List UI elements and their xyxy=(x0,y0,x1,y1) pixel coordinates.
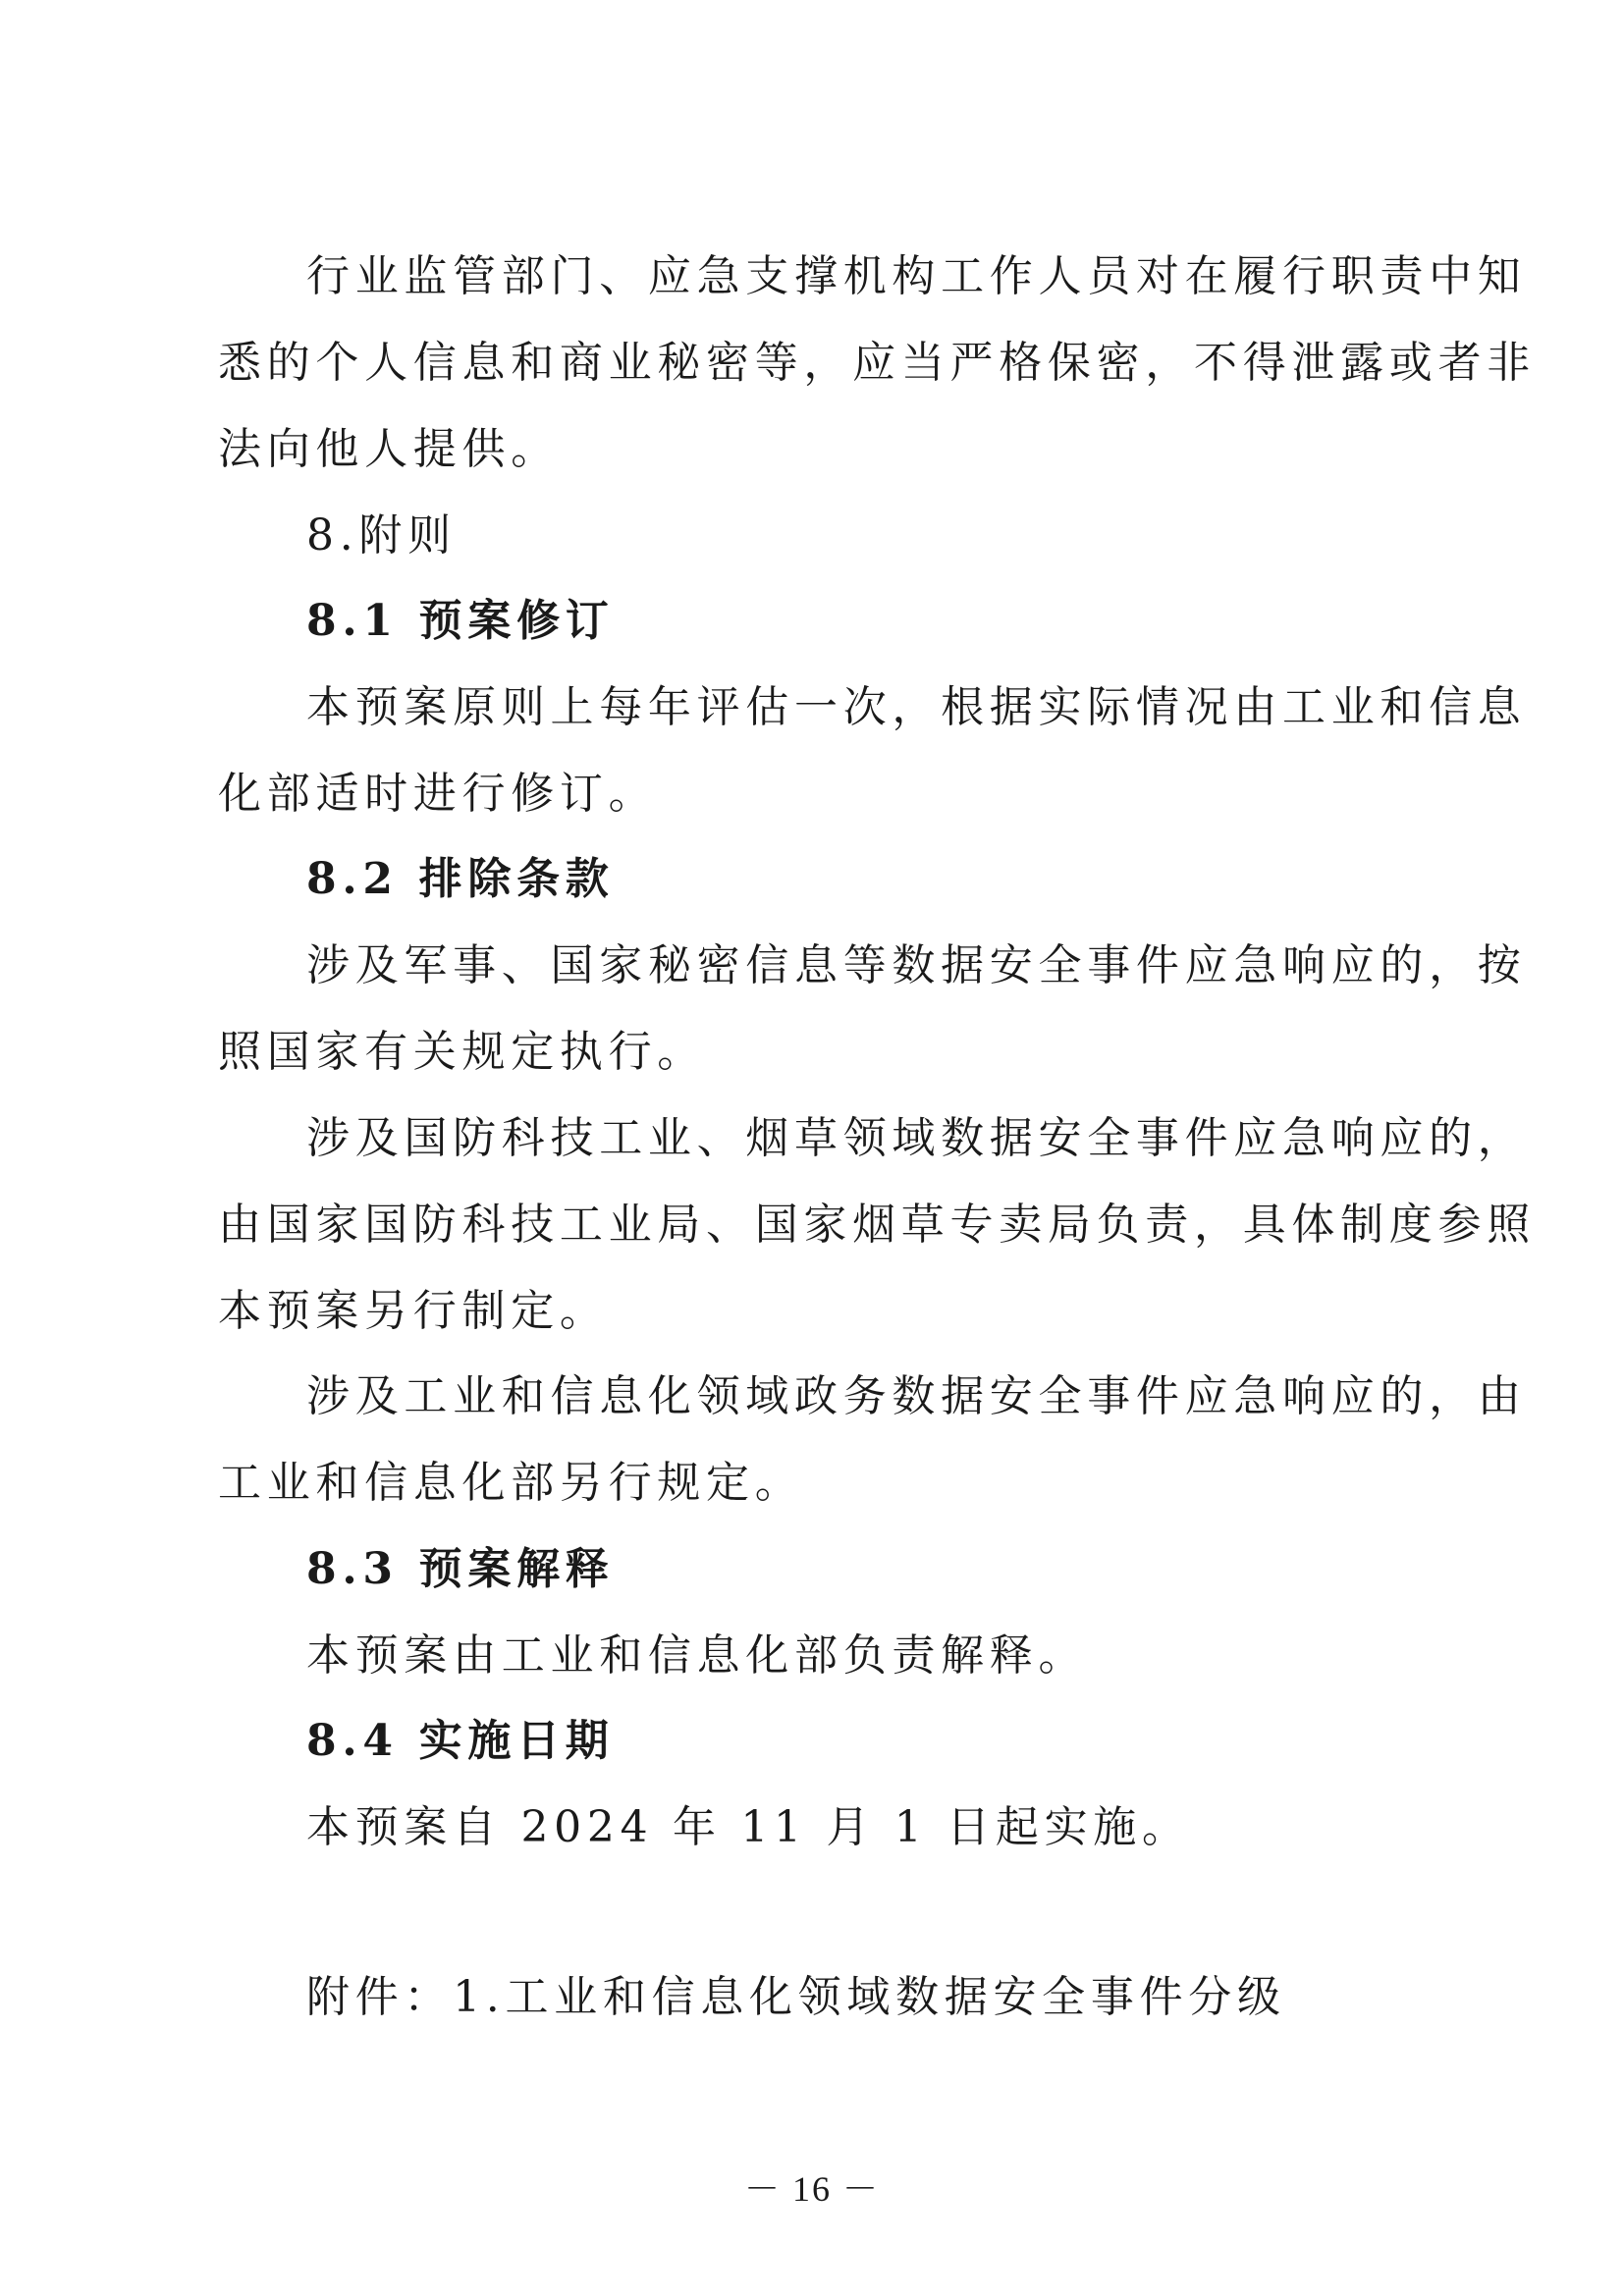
paragraph-8-1-line-2: 化部适时进行修订。 xyxy=(218,769,658,819)
page-number: － 16 － xyxy=(743,2169,880,2209)
section-8-1-heading: 8.1 预案修订 xyxy=(306,596,615,646)
paragraph-8-2-a-line-2: 照国家有关规定执行。 xyxy=(218,1027,706,1077)
paragraph-8-2-a-line-1: 涉及军事、国家秘密信息等数据安全事件应急响应的，按 xyxy=(306,940,1527,990)
paragraph-8-2-b-line-1: 涉及国防科技工业、烟草领域数据安全事件应急响应的， xyxy=(306,1113,1527,1163)
paragraph-confidentiality-line-1: 行业监管部门、应急支撑机构工作人员对在履行职责中知 xyxy=(306,251,1527,301)
paragraph-confidentiality-line-2: 悉的个人信息和商业秘密等，应当严格保密，不得泄露或者非 xyxy=(218,338,1536,388)
paragraph-confidentiality-line-3: 法向他人提供。 xyxy=(218,424,560,474)
section-8-4-heading: 8.4 实施日期 xyxy=(306,1716,615,1766)
paragraph-8-3: 本预案由工业和信息化部负责解释。 xyxy=(306,1630,1088,1681)
paragraph-8-1-line-1: 本预案原则上每年评估一次，根据实际情况由工业和信息 xyxy=(306,682,1527,732)
paragraph-8-2-c-line-1: 涉及工业和信息化领域政务数据安全事件应急响应的，由 xyxy=(306,1371,1527,1421)
paragraph-8-2-b-line-2: 由国家国防科技工业局、国家烟草专卖局负责，具体制度参照 xyxy=(218,1200,1536,1250)
section-8-3-heading: 8.3 预案解释 xyxy=(306,1544,615,1594)
attachment-line: 附件：1.工业和信息化领域数据安全事件分级 xyxy=(306,1972,1286,2022)
section-8-2-heading: 8.2 排除条款 xyxy=(306,854,615,904)
section-8-heading: 8.附则 xyxy=(306,510,457,561)
paragraph-8-2-c-line-2: 工业和信息化部另行规定。 xyxy=(218,1458,804,1508)
paragraph-8-4: 本预案自 2024 年 11 月 1 日起实施。 xyxy=(306,1802,1191,1852)
paragraph-8-2-b-line-3: 本预案另行制定。 xyxy=(218,1286,609,1336)
